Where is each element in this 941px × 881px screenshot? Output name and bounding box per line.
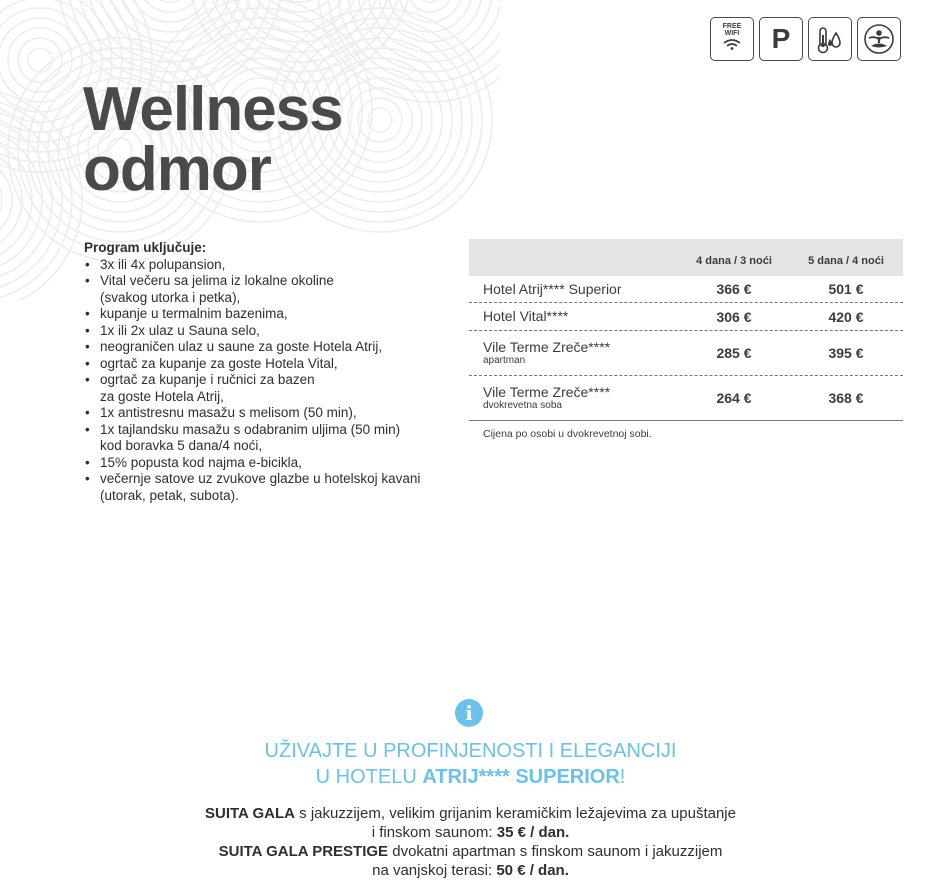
list-item <box>84 471 444 504</box>
room-type: dvokrevetna soba <box>483 400 562 411</box>
list-item-text: • 1x ili 2x ulaz u Sauna selo, <box>100 322 260 338</box>
hotel-name: Vile Terme Zreče**** <box>483 339 611 355</box>
suite-prestige-desc: dvokatni apartman s finskom saunom i jakuzzijem <box>388 843 723 860</box>
parking-label: P <box>771 23 791 54</box>
suite-prestige-price: 50 € / dan. <box>496 862 569 879</box>
list-item <box>84 339 444 356</box>
suite-gala-desc: s jakuzzijem, velikim grijanim keramičkim ležajevima za upuštanje <box>295 805 736 822</box>
price-cell: 368 € <box>828 390 864 406</box>
list-item-text: • 1x antistresnu masažu s melisom (50 min), <box>100 405 357 420</box>
suite-prestige-line-2 <box>0 861 941 880</box>
list-item-text: • ogrtač za kupanje za goste Hotela Vital, <box>100 355 338 371</box>
suite-gala-price: 35 € / dan. <box>496 824 570 841</box>
suite-prestige-desc-2: na vanjskoj terasi: <box>372 862 497 879</box>
table-row <box>469 376 903 421</box>
promo-heading-line-2 <box>0 764 941 790</box>
program-heading: Program uključuje: <box>84 240 207 255</box>
list-item-text: • 15% popusta kod najma e-bicikla, <box>100 454 302 470</box>
title-line-1: Wellness <box>83 75 343 144</box>
wifi-label-top: FREE <box>722 23 742 30</box>
table-row <box>469 276 903 303</box>
list-item-text: za goste Hotela Atrij, <box>100 388 224 404</box>
list-item <box>84 356 444 373</box>
free-wifi-icon <box>710 17 754 61</box>
page-title <box>83 75 343 204</box>
list-item-text: • 3x ili 4x polupansion, <box>100 256 226 272</box>
list-item-text: • Vital večeru sa jelima iz lokalne okoline <box>100 273 334 288</box>
promo-heading-prefix: U HOTELU <box>315 766 423 788</box>
list-item <box>84 422 444 455</box>
promo-heading <box>0 738 941 790</box>
wellness-icon <box>857 17 901 61</box>
price-cell: 420 € <box>828 308 864 325</box>
list-item <box>84 257 444 274</box>
list-item-text: • 1x tajlandsku masažu s odabranim uljima (50 min) <box>100 421 401 437</box>
hotel-name: Hotel Vital**** <box>483 308 569 324</box>
list-item-text: • ogrtač za kupanje i ručnici za bazen <box>100 372 315 387</box>
list-item-text: (svakog utorka i petka), <box>100 289 241 305</box>
list-item-text: • neograničen ulaz u saune za goste Hotela Atrij, <box>100 339 383 354</box>
list-item-text: • kupanje u termalnim bazenima, <box>100 306 288 321</box>
price-cell: 306 € <box>716 308 752 325</box>
parking-icon <box>759 17 803 61</box>
suite-gala-name: SUITA GALA <box>205 805 295 822</box>
suite-gala-desc-2: i finskom saunom: <box>371 824 497 841</box>
price-cell: 264 € <box>716 390 752 406</box>
hotel-name: Vile Terme Zreče**** <box>483 384 611 400</box>
wifi-label-bottom: WIFI <box>724 30 740 37</box>
suite-gala-line-1 <box>0 804 941 823</box>
price-table <box>469 239 903 440</box>
price-note: Cijena po osobi u dvokrevetnoj sobi. <box>483 428 652 440</box>
list-item-text: • večernje satove uz zvukove glazbe u hotelskoj kavani <box>100 471 421 486</box>
table-row <box>469 303 903 331</box>
table-row <box>469 331 903 376</box>
list-item <box>84 273 444 306</box>
list-item <box>84 306 444 323</box>
list-item <box>84 405 444 422</box>
suite-prestige-line-1 <box>0 842 941 861</box>
promo-heading-suffix: ! <box>619 766 626 788</box>
list-item <box>84 372 444 405</box>
list-item <box>84 323 444 340</box>
title-line-2: odmor <box>83 135 271 204</box>
list-item <box>84 455 444 472</box>
suite-gala-line-2 <box>0 823 941 842</box>
info-icon: i <box>455 699 483 727</box>
column-header-5-days: 5 dana / 4 noći <box>808 255 884 267</box>
price-cell: 501 € <box>828 281 864 297</box>
price-cell: 395 € <box>828 345 864 361</box>
suite-prestige-name: SUITA GALA PRESTIGE <box>218 843 389 860</box>
promo-hotel-name: ATRIJ**** SUPERIOR <box>422 766 620 788</box>
list-item-text: (utorak, petak, subota). <box>100 487 239 503</box>
amenity-icons <box>710 17 901 61</box>
list-item-text: kod boravka 5 dana/4 noći, <box>100 438 263 453</box>
promo-heading-line-1: UŽIVAJTE U PROFINJENOSTI I ELEGANCIJI <box>264 740 677 762</box>
promo-text <box>0 804 941 880</box>
room-type: apartman <box>483 355 526 366</box>
column-header-4-days: 4 dana / 3 noći <box>696 255 772 267</box>
wifi-waves-icon <box>722 39 742 50</box>
program-section <box>84 240 444 504</box>
program-list <box>84 257 444 505</box>
price-cell: 366 € <box>716 281 752 297</box>
hotel-name: Hotel Atrij**** Superior <box>483 280 622 297</box>
price-table-header <box>469 239 903 276</box>
thermal-water-icon <box>808 17 852 61</box>
price-cell: 285 € <box>716 345 752 361</box>
